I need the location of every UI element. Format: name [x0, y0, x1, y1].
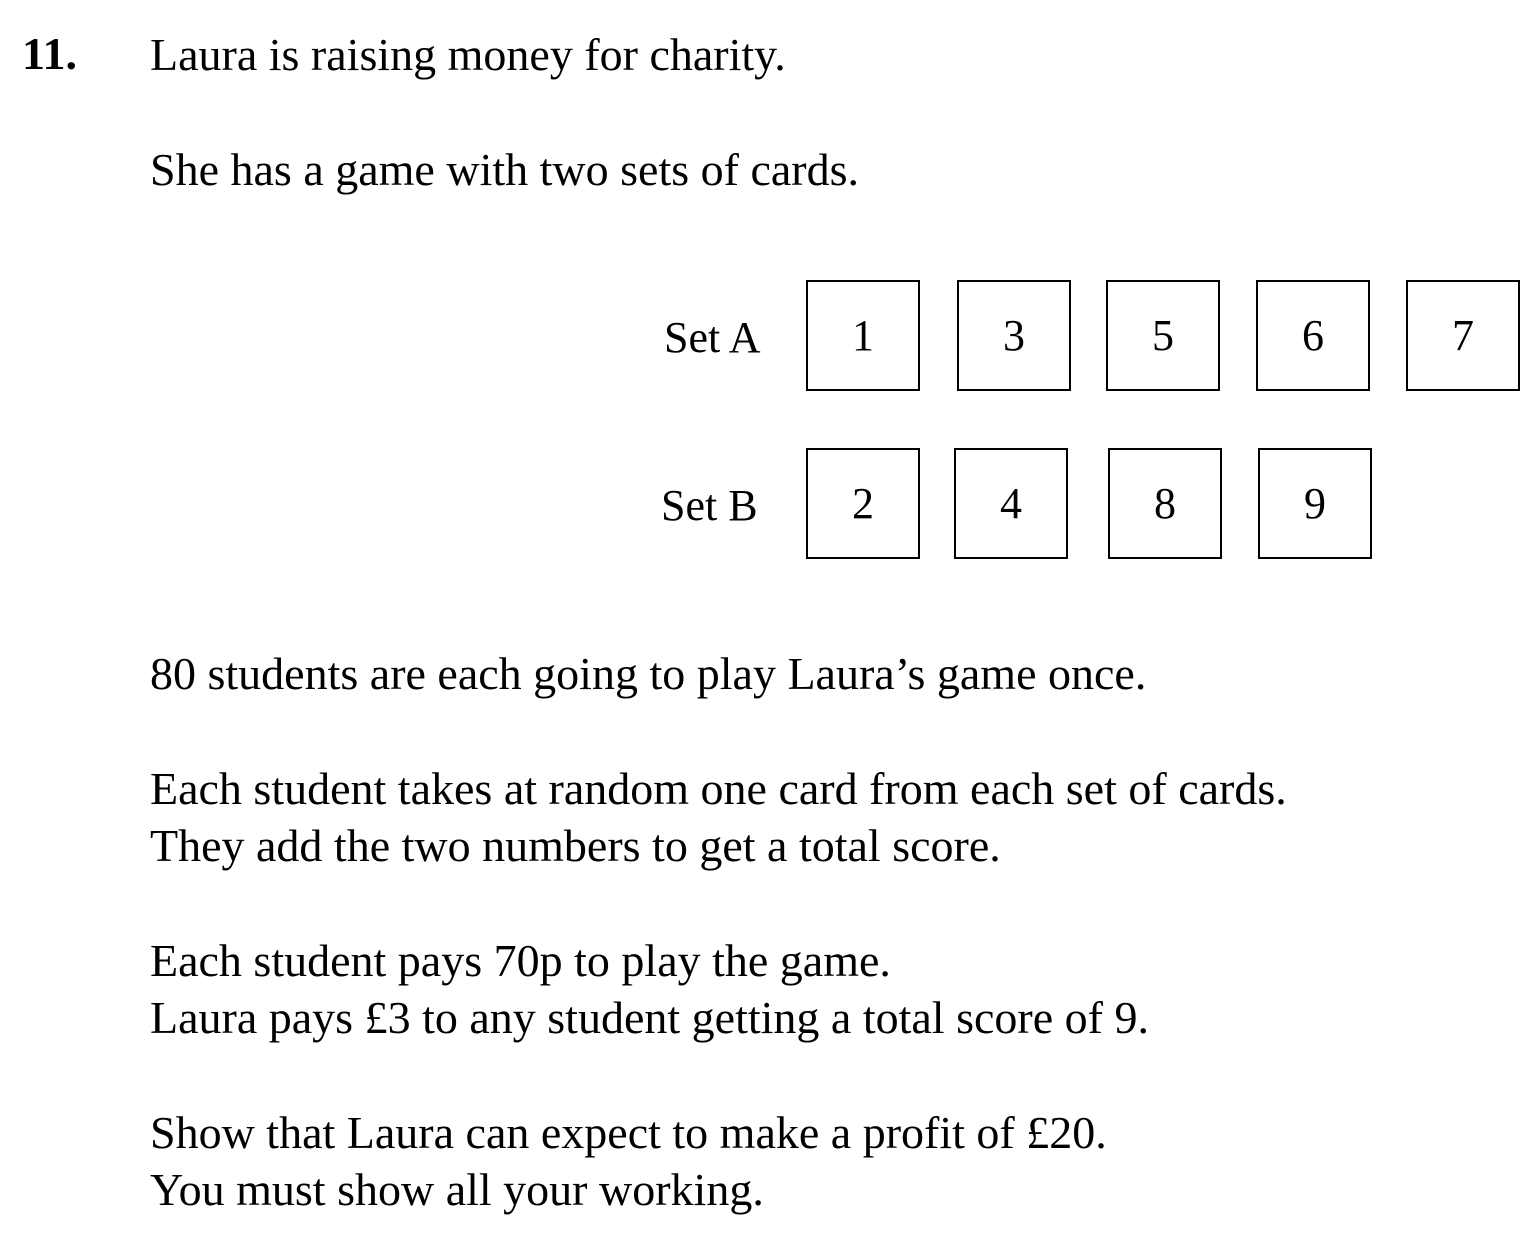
game-description: She has a game with two sets of cards.	[150, 144, 860, 195]
take-card-text: Each student takes at random one card from each set of cards.	[150, 763, 1287, 814]
add-numbers-text: They add the two numbers to get a total score.	[150, 820, 1001, 871]
set-b-card: 9	[1258, 448, 1372, 559]
working-instruction: You must show all your working.	[150, 1164, 764, 1215]
set-b-card: 2	[806, 448, 920, 559]
set-a-card: 6	[1256, 280, 1370, 391]
students-text: 80 students are each going to play Laura’s game once.	[150, 648, 1147, 699]
payment-text: Each student pays 70p to play the game.	[150, 935, 891, 986]
set-a-label: Set A	[664, 313, 761, 362]
set-a-card: 5	[1106, 280, 1220, 391]
intro-text: Laura is raising money for charity.	[150, 29, 786, 80]
set-b-card: 4	[954, 448, 1068, 559]
set-b-label: Set B	[661, 481, 758, 530]
set-a-card: 1	[806, 280, 920, 391]
question-number: 11.	[22, 28, 77, 79]
prize-text: Laura pays £3 to any student getting a total score of 9.	[150, 992, 1149, 1043]
set-a-card: 7	[1406, 280, 1520, 391]
set-b-card: 8	[1108, 448, 1222, 559]
task-text: Show that Laura can expect to make a profit of £20.	[150, 1107, 1107, 1158]
set-a-card: 3	[957, 280, 1071, 391]
